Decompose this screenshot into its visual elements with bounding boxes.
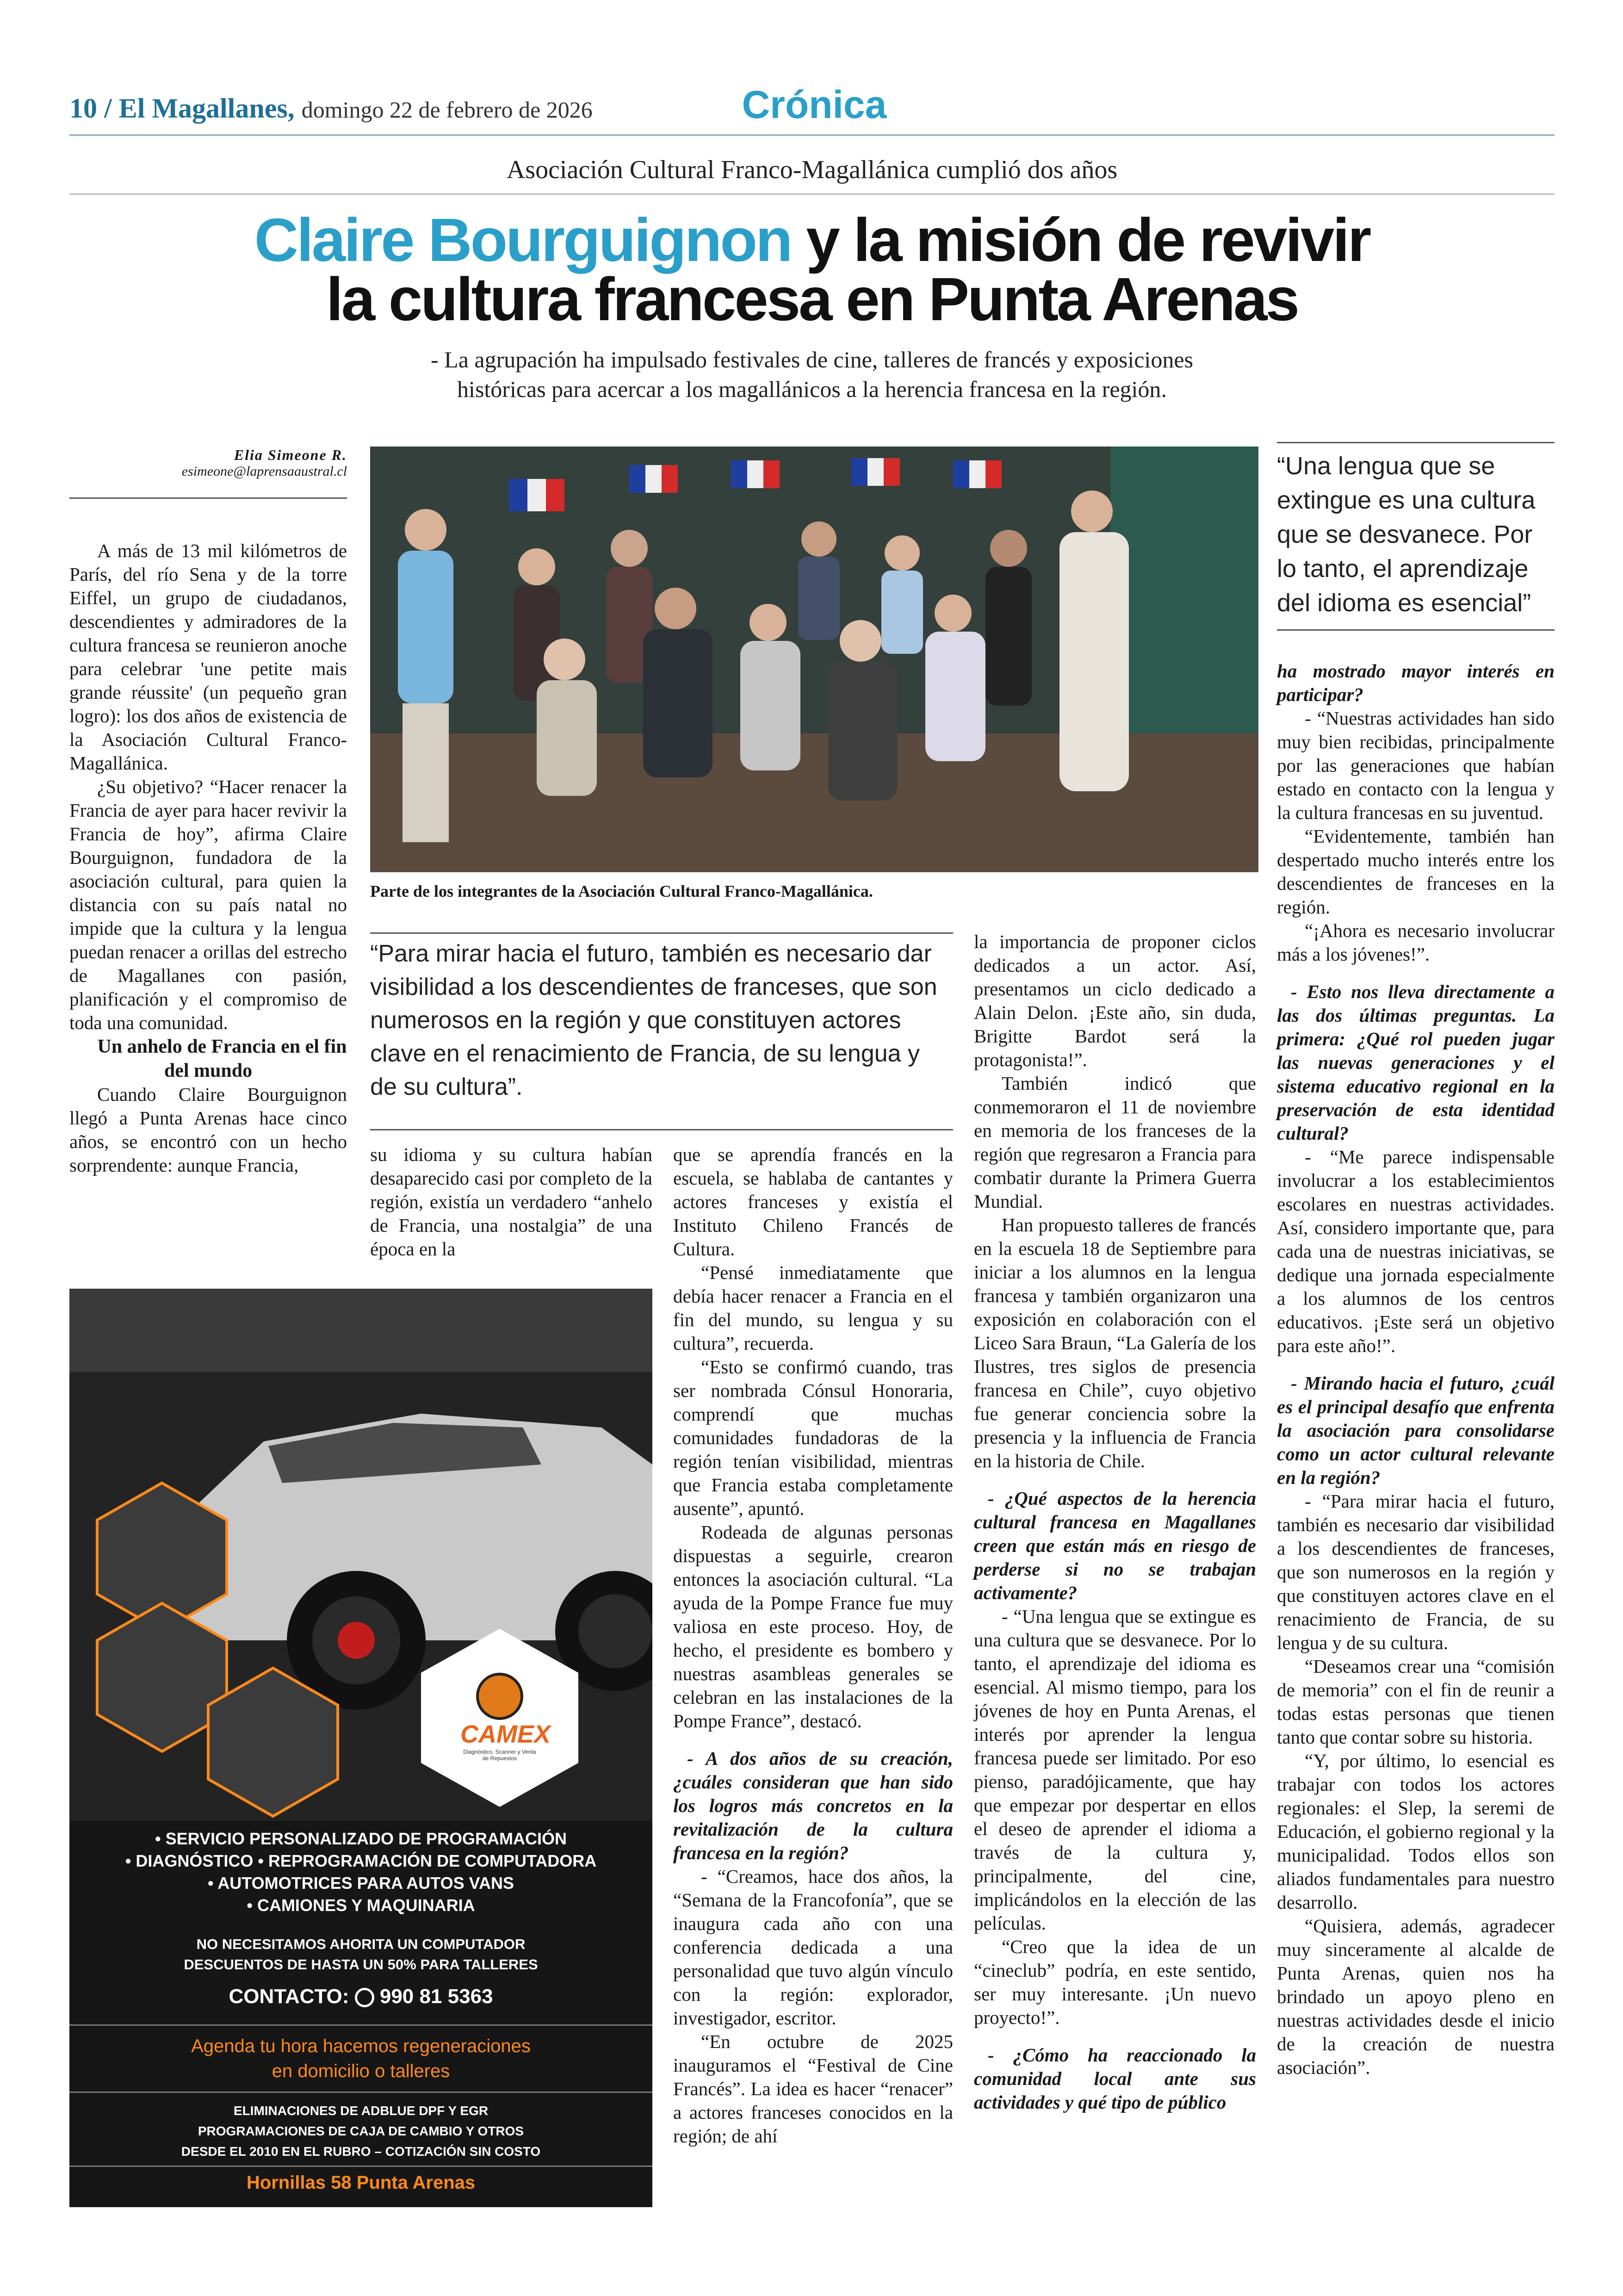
ad-extra-line: PROGRAMACIONES DE CAJA DE CAMBIO Y OTROS <box>198 2124 524 2138</box>
paragraph: “Deseamos crear una “comisión de memoria” con el fin de reunir a todas estas personas que tienen tanto que contar sobre su historia. <box>1277 1656 1555 1748</box>
ad-service-item: • AUTOMOTRICES PARA AUTOS VANS <box>208 1874 514 1893</box>
paragraph: - “Nuestras actividades han sido muy bien recibidas, principalmente por las generaciones que habían estado en contacto con la lengua y la cultura francesas en su juventud. <box>1277 707 1555 823</box>
deck-line-2: históricas para acercar a los magallánicos a la herencia francesa en la región. <box>457 376 1167 402</box>
ad-divider <box>69 2166 652 2167</box>
issue-date: domingo 22 de febrero de 2026 <box>301 97 593 123</box>
headline <box>69 206 1555 333</box>
section-title: Crónica <box>742 83 887 126</box>
camex-logo <box>460 1673 551 1762</box>
paragraph: “¡Ahora es necesario involucrar más a los jóvenes!”. <box>1277 920 1555 965</box>
paragraph: - “Creamos, hace dos años, la “Semana de la Francofonía”, que se inaugura cada año con una conferencia dedicada a una personalidad que tuvo algún vínculo con la región: explorador, investigador, escritor. <box>673 1866 953 2029</box>
ad-services <box>69 1828 652 1917</box>
pullquote-center: “Para mirar hacia el futuro, también es necesario dar visibilidad a los descendientes de franceses, que son numerosos en la región y que constituyen actores clave en el renacimiento de Francia, de su lengua y de su cultura”. <box>370 940 937 1100</box>
headline-line-1 <box>69 206 1555 274</box>
byline <box>69 447 347 479</box>
interview-question: - Esto nos lleva directamente a las dos últimas preguntas. La primera: ¿Qué rol pueden jugar las nuevas generaciones y el sistema educativo regional en la preservación de esta identidad cultural? <box>1277 981 1555 1144</box>
interview-question: - Mirando hacia el futuro, ¿cuál es el principal desafío que enfrenta la asociación para consolidarse como un actor cultural relevante en la región? <box>1277 1372 1555 1488</box>
column-4 <box>974 930 1256 2114</box>
ad-address: Hornillas 58 Punta Arenas <box>246 2172 476 2193</box>
paragraph: que se aprendía francés en la escuela, se hablaba de cantantes y actores franceses y existía el Instituto Chileno Francés de Cultura. <box>673 1144 953 1260</box>
page-number: 10 / <box>69 93 112 124</box>
kicker-rule <box>69 193 1555 195</box>
interview-question: ha mostrado mayor interés en participar? <box>1277 660 1555 705</box>
paragraph: - “Una lengua que se extingue es una cultura que se desvanece. Por lo tanto, el aprendizaje del idioma es esencial. Al mismo tiempo, para los jóvenes de hoy en Punta Arenas, el interés por aprender la lengua francesa puede ser limitado. Por eso pienso, paradójicamente, que hay que empezar por despertar en ellos el deseo de aprender el idioma a través de la cultura y, principalmente, del cine, implicándolos en la elección de las películas. <box>974 1606 1256 1934</box>
paragraph: “Esto se confirmó cuando, tras ser nombrada Cónsul Honoraria, comprendí que muchas comunidades fundadoras de la región tenían visibilidad, mientras que Francia estaba completamente ausente”, apuntó. <box>673 1356 953 1519</box>
pullquote-right: “Una lengua que se extingue es una cultura que se desvanece. Por lo tanto, el aprendizaje del idioma es esencial” <box>1277 452 1536 617</box>
paragraph: - “Para mirar hacia el futuro, también es necesario dar visibilidad a los descendientes de franceses, que son numerosos en la región y que constituyen actores clave en el renacimiento de Francia, de su lengua y de su cultura. <box>1277 1490 1555 1653</box>
ad-service-item: • SERVICIO PERSONALIZADO DE PROGRAMACIÓN <box>155 1829 567 1848</box>
ad-contact-label: CONTACTO: <box>229 1985 349 2008</box>
ad-extra-line: ELIMINACIONES DE ADBLUE DPF Y EGR <box>233 2104 489 2118</box>
tiger-icon <box>476 1673 523 1720</box>
group-photo-illustration <box>370 447 1258 872</box>
column-1 <box>69 539 347 1177</box>
ad-agenda-line: Agenda tu hora hacemos regeneraciones <box>191 2036 531 2056</box>
ad-agenda <box>69 2034 652 2084</box>
ad-notice-line: NO NECESITAMOS AHORITA UN COMPUTADOR <box>196 1936 526 1952</box>
kicker: Asociación Cultural Franco-Magallánica cumplió dos años <box>506 155 1118 184</box>
interview-question: - ¿Qué aspectos de la herencia cultural francesa en Magallanes creen que están más en riesgo de perderse si no se trabajan activamente? <box>974 1488 1256 1603</box>
pullquote-rule-bottom <box>1277 629 1555 631</box>
paragraph: “En octubre de 2025 inauguramos el “Festival de Cine Francés”. La idea es hacer “renacer” a actores franceses conocidos en la región; de ahí <box>673 2031 953 2147</box>
interview-question: - ¿Cómo ha reaccionado la comunidad local ante sus actividades y qué tipo de público <box>974 2044 1256 2113</box>
paragraph: su idioma y su cultura habían desaparecido casi por completo de la región, existía un verdadero “anhelo de Francia, una nostalgia” de una época en la <box>370 1144 652 1260</box>
photo-caption: Parte de los integrantes de la Asociación Cultural Franco-Magallánica. <box>370 882 873 900</box>
ad-car-illustration <box>69 1289 652 1821</box>
center-quote-rule-bottom <box>370 1129 953 1130</box>
ad-agenda-line: en domicilio o talleres <box>272 2061 450 2081</box>
whatsapp-icon <box>355 1988 374 2007</box>
subheading: Un anhelo de Francia en el fin del mundo <box>97 1036 347 1081</box>
ad-divider <box>69 2091 652 2093</box>
ad-extra-line: DESDE EL 2010 EN EL RUBRO – COTIZACIÓN SIN COSTO <box>181 2144 541 2159</box>
paragraph: Cuando Claire Bourguignon llegó a Punta Arenas hace cinco años, se encontró con un hecho sorprendente: aunque Francia, <box>69 1084 347 1176</box>
ad-contact[interactable] <box>69 1985 652 2008</box>
deck-line-1: - La agrupación ha impulsado festivales de cine, talleres de francés y exposiciones <box>431 347 1193 372</box>
paragraph: Han propuesto talleres de francés en la escuela 18 de Septiembre para iniciar a los alumnos en la lengua francesa y también organizaron una exposición en colaboración con el Liceo Sara Braun, “La Galería de los Ilustres, tres siglos de presencia francesa en Chile”, cuyo objetivo fue generar conciencia sobre la presencia y la influencia de Francia en la historia de Chile. <box>974 1214 1256 1471</box>
paragraph: “Pensé inmediatamente que debía hacer renacer a Francia en el fin del mundo, su lengua y su cultura”, recuerda. <box>673 1262 953 1354</box>
camex-advertisement[interactable] <box>69 1289 652 2207</box>
paragraph: ¿Su objetivo? “Hacer renacer la Francia de ayer para hacer revivir la Francia de hoy”, afirma Claire Bourguignon, fundadora de la asociación cultural, para quien la distancia con su país natal no impide que la cultura y la lengua puedan renacer a orillas del estrecho de Magallanes con pasión, planificación y el compromiso de toda una comunidad. <box>69 776 347 1033</box>
column-3 <box>673 1143 953 2148</box>
paper-name: El Magallanes, <box>118 93 295 124</box>
group-photo <box>370 447 1258 872</box>
page-folio <box>69 93 593 124</box>
headline-line-1-rest: y la misión de revivir <box>806 206 1370 274</box>
paragraph: - “Me parece indispensable involucrar a los establecimientos escolares en nuestras actividades. Así, considero importante que, para cada una de nuestras iniciativas, se dedique una jornada especialmente a los alumnos de los centros educativos. ¡Este será un objetivo para este año!”. <box>1277 1146 1555 1356</box>
ad-service-item: • DIAGNÓSTICO • REPROGRAMACIÓN DE COMPUTADORA <box>125 1851 597 1870</box>
headline-line-2: la cultura francesa en Punta Arenas <box>326 265 1298 333</box>
paragraph: la importancia de proponer ciclos dedicados a un actor. Así, presentamos un ciclo dedicado a Alain Delon. ¡Este año, sin duda, Brigitte Bardot será la protagonista!”. <box>974 931 1256 1070</box>
deck <box>69 345 1555 404</box>
ad-notice-line: DESCUENTOS DE HASTA UN 50% PARA TALLERES <box>184 1956 538 1973</box>
center-quote-rule-top <box>370 932 953 934</box>
paragraph: “Creo que la idea de un “cineclub” podría, en este sentido, ser muy interesante. ¡Un nuevo proyecto!”. <box>974 1936 1256 2028</box>
ad-extra <box>69 2101 652 2162</box>
paragraph: “Quisiera, además, agradecer muy sinceramente al alcalde de Punta Arenas, quien nos ha brindado un apoyo pleno en nuestras actividades desde el inicio de la creación de nuestra asociación”. <box>1277 1915 1555 2078</box>
paragraph: “Y, por último, lo esencial es trabajar con todos los actores regionales: el Slep, la seremi de Educación, el gobierno regional y la municipalidad. Todos ellos son aliados fundamentales para nuestro desarrollo. <box>1277 1750 1555 1913</box>
headline-highlight: Claire Bourguignon <box>254 206 791 274</box>
paragraph: A más de 13 mil kilómetros de París, del río Sena y de la torre Eiffel, un grupo de ciudadanos, descendientes y admiradores de la cultura francesa se reunieron anoche para celebrar 'une petite mais grande réussite' (un pequeño gran logro): los dos años de existencia de la Asociación Cultural Franco-Magallánica. <box>69 540 347 774</box>
ad-notice <box>69 1934 652 1975</box>
column-2 <box>370 1143 652 1261</box>
byline-email: esimeone@laprensaaustral.cl <box>181 464 347 479</box>
ad-phone[interactable]: 990 81 5363 <box>379 1985 493 2008</box>
paragraph: “Evidentemente, también han despertado mucho interés entre los descendientes de franceses en la región. <box>1277 825 1555 918</box>
column-5 <box>1277 659 1555 2079</box>
camex-tagline: Diagnóstico, Scanner y Venta de Repuestos <box>463 1749 536 1762</box>
camex-brand: CAMEX <box>460 1720 551 1748</box>
ad-divider <box>69 2024 652 2026</box>
header-rule <box>69 134 1555 136</box>
paragraph: Rodeada de algunas personas dispuestas a seguirle, crearon entonces la asociación cultural. “La ayuda de la Pompe France fue muy valiosa en este proceso. Hoy, de hecho, el presidente es bombero y nuestras asambleas generales se celebran en las instalaciones de la Pompe France”, destacó. <box>673 1521 953 1731</box>
byline-name: Elia Simeone R. <box>234 447 347 463</box>
pullquote-rule-top <box>1277 442 1555 443</box>
paragraph: También indicó que conmemoraron el 11 de noviembre en memoria de los franceses de la región que regresaron a Francia para combatir durante la Primera Guerra Mundial. <box>974 1073 1256 1212</box>
interview-question: - A dos años de su creación, ¿cuáles consideran que han sido los logros más concretos en la revitalización de la cultura francesa en la región? <box>673 1748 953 1863</box>
byline-rule <box>69 497 347 499</box>
ad-service-item: • CAMIONES Y MAQUINARIA <box>247 1896 475 1915</box>
